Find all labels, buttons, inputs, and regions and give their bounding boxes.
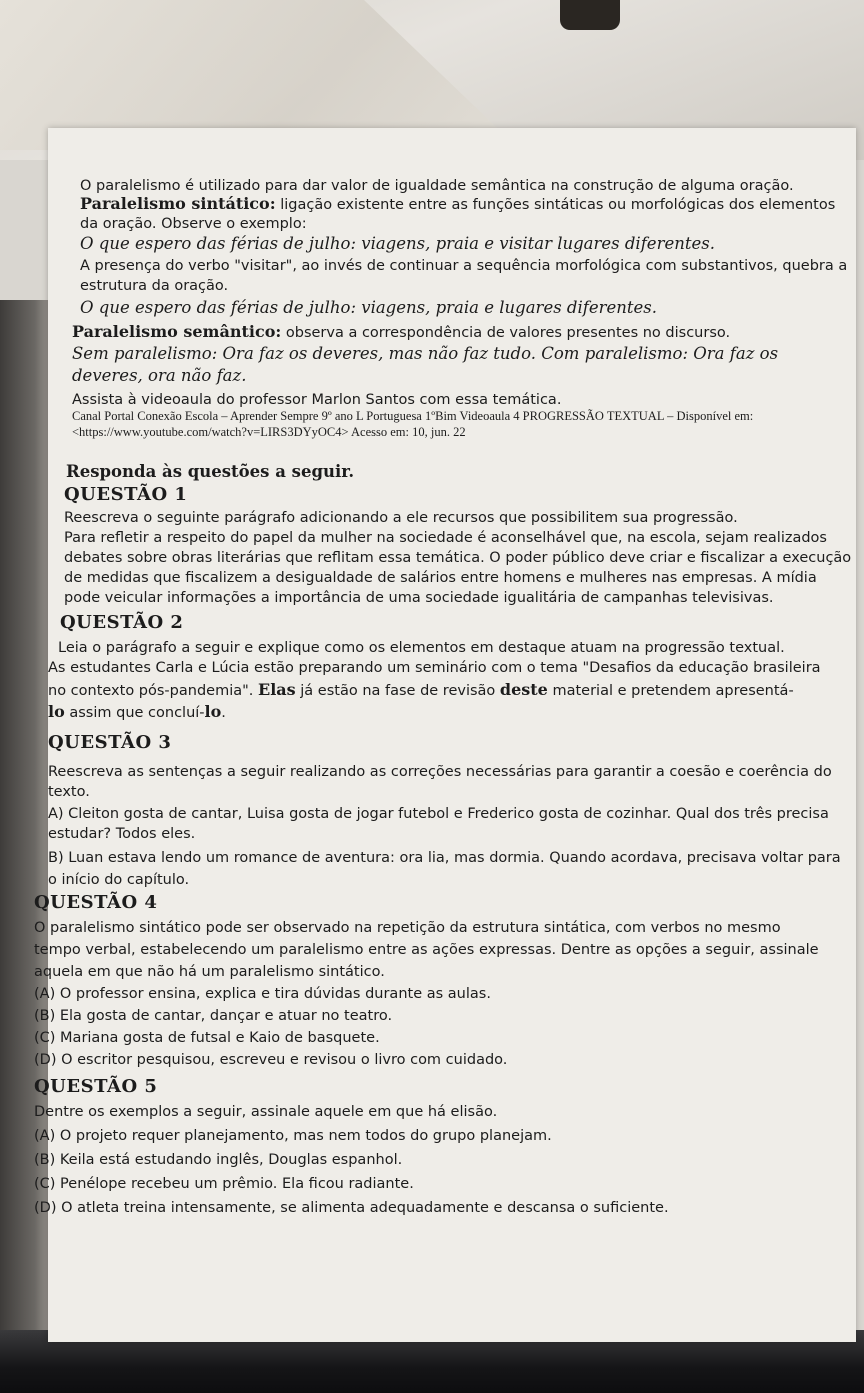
question-5-title: QUESTÃO 5 <box>34 1076 158 1097</box>
q2-highlight: lo <box>204 702 222 721</box>
q2-highlight: Elas <box>258 680 296 699</box>
q5-option: (B) Keila está estudando inglês, Douglas espanhol. <box>34 1152 403 1168</box>
question-3-title: QUESTÃO 3 <box>48 732 172 753</box>
semantic-example-2: deveres, ora não faz. <box>72 366 247 385</box>
q2-text: material e pretendem apresentá- <box>547 683 794 699</box>
q5-line: Dentre os exemplos a seguir, assinale aquele em que há elisão. <box>34 1104 498 1120</box>
q1-line: pode veicular informações a importância de uma sociedade igualitária de campanhas televisivas. <box>64 590 774 606</box>
semantic-term: Paralelismo semântico: <box>72 322 282 341</box>
q2-text: no contexto pós-pandemia". <box>48 683 258 699</box>
q3-line: A) Cleiton gosta de cantar, Luisa gosta de jogar futebol e Frederico gosta de cozinhar. Qual dos três precisa <box>48 806 829 822</box>
syntactic-definition <box>80 194 864 215</box>
q1-line: debates sobre obras literárias que reflitam essa temática. O poder público deve criar e fiscalizar a execução <box>64 550 852 566</box>
q5-option: (A) O projeto requer planejamento, mas nem todos do grupo planejam. <box>34 1128 552 1144</box>
question-4-title: QUESTÃO 4 <box>34 892 158 913</box>
example-1: O que espero das férias de julho: viagens, praia e visitar lugares diferentes. <box>80 234 715 253</box>
q4-line: O paralelismo sintático pode ser observado na repetição da estrutura sintática, com verbos no mesmo <box>34 920 781 936</box>
video-recommendation: Assista à videoaula do professor Marlon Santos com essa temática. <box>72 392 562 408</box>
question-1-title: QUESTÃO 1 <box>64 484 188 505</box>
q3-line: estudar? Todos eles. <box>48 826 196 842</box>
q4-option: (B) Ela gosta de cantar, dançar e atuar no teatro. <box>34 1008 393 1024</box>
syntactic-def-cont: da oração. Observe o exemplo: <box>80 216 307 232</box>
q2-line <box>48 680 856 701</box>
q3-line: texto. <box>48 784 90 800</box>
explanation-line: A presença do verbo "visitar", ao invés de continuar a sequência morfológica com substantivos, quebra a <box>80 258 848 274</box>
q3-line: o início do capítulo. <box>48 872 190 888</box>
q2-text: . <box>221 705 226 721</box>
q2-highlight: lo <box>48 702 65 721</box>
q2-text: assim que concluí- <box>64 705 205 721</box>
q2-line: As estudantes Carla e Lúcia estão preparando um seminário com o tema "Desafios da educação brasileira <box>48 660 821 676</box>
background-object <box>560 0 620 30</box>
q1-line: Reescreva o seguinte parágrafo adicionando a ele recursos que possibilitem sua progressão. <box>64 510 738 526</box>
worksheet-page <box>34 128 856 1342</box>
q4-option: (C) Mariana gosta de futsal e Kaio de basquete. <box>34 1030 380 1046</box>
q4-line: aquela em que não há um paralelismo sintático. <box>34 964 385 980</box>
q2-highlight: deste <box>499 680 548 699</box>
q4-option: (D) O escritor pesquisou, escreveu e revisou o livro com cuidado. <box>34 1052 508 1068</box>
semantic-def-text: observa a correspondência de valores presentes no discurso. <box>281 325 731 341</box>
syntactic-term: Paralelismo sintático: <box>80 194 276 213</box>
q1-line: de medidas que fiscalizem a desigualdade de salários entre homens e mulheres nas empresas. A mídia <box>64 570 817 586</box>
question-2-title: QUESTÃO 2 <box>60 612 184 633</box>
intro-line: O paralelismo é utilizado para dar valor de igualdade semântica na construção de alguma oração. <box>80 178 794 194</box>
q2-text: já estão na fase de revisão <box>295 683 500 699</box>
q4-line: tempo verbal, estabelecendo um paralelismo entre as ações expressas. Dentre as opções a seguir, assinale <box>34 942 819 958</box>
q4-option: (A) O professor ensina, explica e tira dúvidas durante as aulas. <box>34 986 491 1002</box>
q5-option: (C) Penélope recebeu um prêmio. Ela ficou radiante. <box>34 1176 414 1192</box>
q2-line <box>48 702 856 723</box>
q2-line: Leia o parágrafo a seguir e explique como os elementos em destaque atuam na progressão textual. <box>58 640 785 656</box>
syntactic-def-text: ligação existente entre as funções sintáticas ou morfológicas dos elementos <box>275 197 836 213</box>
respond-heading: Responda às questões a seguir. <box>66 462 355 481</box>
explanation-line-2: estrutura da oração. <box>80 278 229 294</box>
reference-line-1: Canal Portal Conexão Escola – Aprender Sempre 9º ano L Portuguesa 1ºBim Videoaula 4 PROGRESSÃO TEXTUAL – Disponível em: <box>72 409 754 423</box>
q1-line: Para refletir a respeito do papel da mulher na sociedade é aconselhável que, na escola, sejam realizados <box>64 530 827 546</box>
q3-line: Reescreva as sentenças a seguir realizando as correções necessárias para garantir a coesão e coerência do <box>48 764 832 780</box>
reference-line-2: <https://www.youtube.com/watch?v=LIRS3DYyOC4> Acesso em: 10, jun. 22 <box>72 425 466 439</box>
q5-option: (D) O atleta treina intensamente, se alimenta adequadamente e descansa o suficiente. <box>34 1200 669 1216</box>
example-2: O que espero das férias de julho: viagens, praia e lugares diferentes. <box>80 298 658 317</box>
q3-line: B) Luan estava lendo um romance de aventura: ora lia, mas dormia. Quando acordava, precisava voltar para <box>48 850 841 866</box>
semantic-definition <box>72 322 864 343</box>
semantic-example-1: Sem paralelismo: Ora faz os deveres, mas não faz tudo. Com paralelismo: Ora faz os <box>72 344 779 363</box>
